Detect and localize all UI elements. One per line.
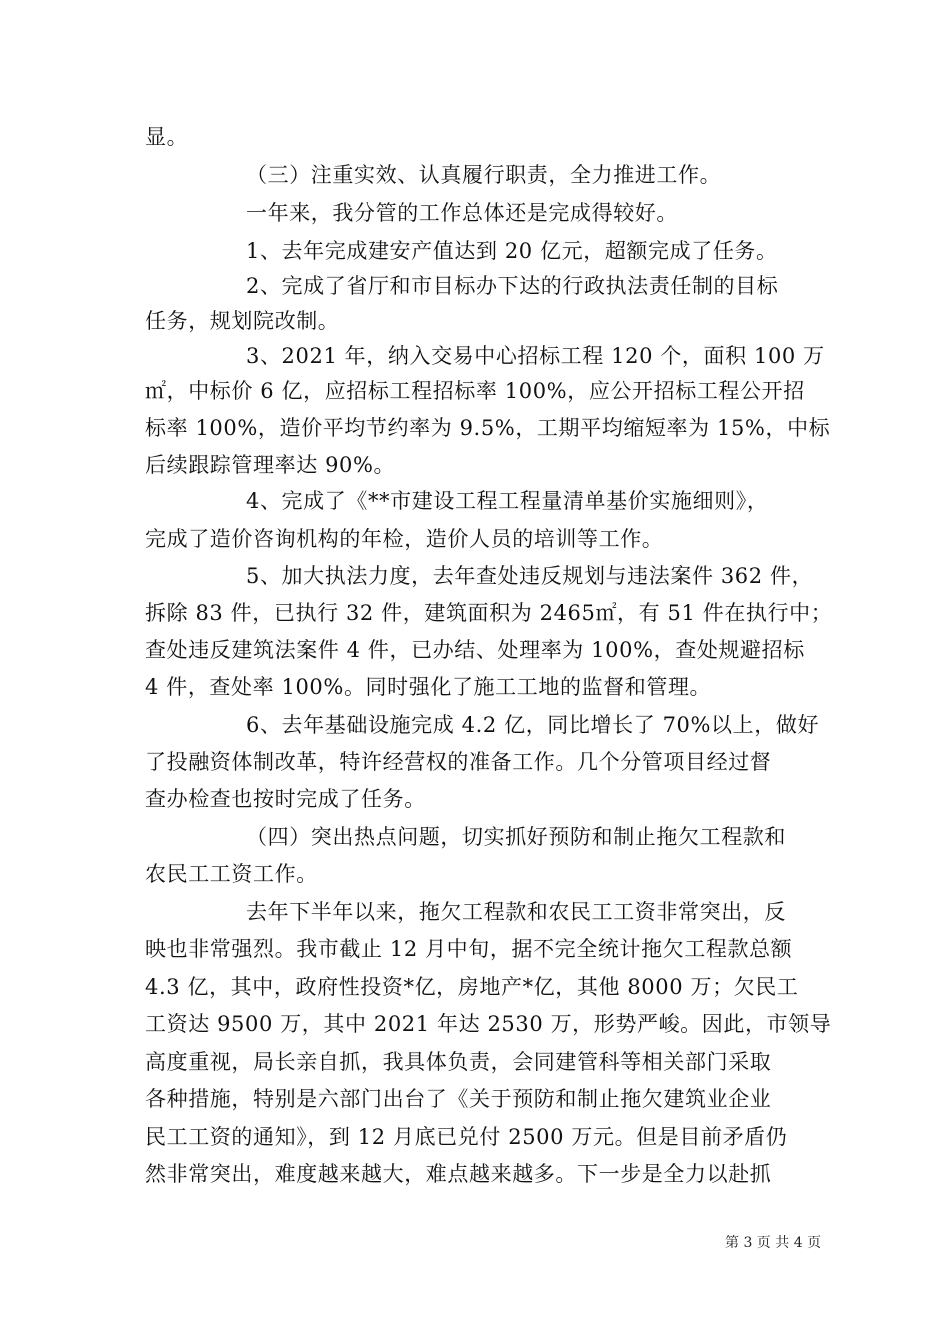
text-line: 完成了造价咨询机构的年检，造价人员的培训等工作。	[145, 527, 664, 551]
text-line: 4 件，查处率 100%。同时强化了施工工地的监督和管理。	[145, 675, 712, 699]
text-line: 5、加大执法力度，去年查处违反规划与违法案件 362 件，	[246, 564, 814, 588]
text-line: 然非常突出，难度越来越大，难点越来越多。下一步是全力以赴抓	[145, 1162, 772, 1186]
section-heading: 农民工工资工作。	[145, 862, 318, 886]
text-line: 去年下半年以来，拖欠工程款和农民工工资非常突出，反	[246, 900, 786, 924]
text-line: ㎡，中标价 6 亿，应招标工程招标率 100%，应公开招标工程公开招	[145, 379, 805, 403]
text-line: 任务，规划院改制。	[145, 309, 340, 333]
text-line: 查办检查也按时完成了任务。	[145, 787, 426, 811]
text-line: 拆除 83 件，已执行 32 件，建筑面积为 2465㎡，有 51 件在执行中；	[145, 601, 833, 625]
text-line: 民工工资的通知》，到 12 月底已兑付 2500 万元。但是目前矛盾仍	[145, 1125, 788, 1149]
text-line: 1、去年完成建安产值达到 20 亿元，超额完成了任务。	[246, 239, 778, 263]
text-line: 6、去年基础设施完成 4.2 亿，同比增长了 70%以上，做好	[246, 713, 820, 737]
section-heading: （四）突出热点问题，切实抓好预防和制止拖欠工程款和	[246, 825, 786, 849]
text-line: 高度重视，局长亲自抓，我具体负责，会同建管科等相关部门采取	[145, 1050, 772, 1074]
text-line: 4.3 亿，其中，政府性投资*亿，房地产*亿，其他 8000 万；欠民工	[145, 975, 799, 999]
text-line: 查处违反建筑法案件 4 件，已办结、处理率为 100%，查处规避招标	[145, 638, 805, 662]
text-line: 映也非常强烈。我市截止 12 月中旬，据不完全统计拖欠工程款总额	[145, 937, 793, 961]
text-line: 了投融资体制改革，特许经营权的准备工作。几个分管项目经过督	[145, 750, 772, 774]
text-line: 后续跟踪管理率达 90%。	[145, 453, 396, 477]
text-line: 显。	[145, 125, 189, 149]
section-heading: （三）注重实效、认真履行职责，全力推进工作。	[246, 163, 722, 187]
text-line: 2、完成了省厅和市目标办下达的行政执法责任制的目标	[246, 274, 779, 298]
text-line: 3、2021 年，纳入交易中心招标工程 120 个，面积 100 万	[246, 344, 825, 368]
text-line: 标率 100%，造价平均节约率为 9.5%，工期平均缩短率为 15%，中标	[145, 416, 831, 440]
text-line: 4、完成了《**市建设工程工程量清单基价实施细则》，	[246, 489, 769, 513]
text-line: 工资达 9500 万，其中 2021 年达 2530 万，形势严峻。因此，市领导	[145, 1012, 832, 1036]
page-number: 第 3 页 共 4 页	[725, 1235, 822, 1251]
text-line: 各种措施，特别是六部门出台了《关于预防和制止拖欠建筑业企业	[145, 1087, 772, 1111]
text-line: 一年来，我分管的工作总体还是完成得较好。	[246, 201, 678, 225]
